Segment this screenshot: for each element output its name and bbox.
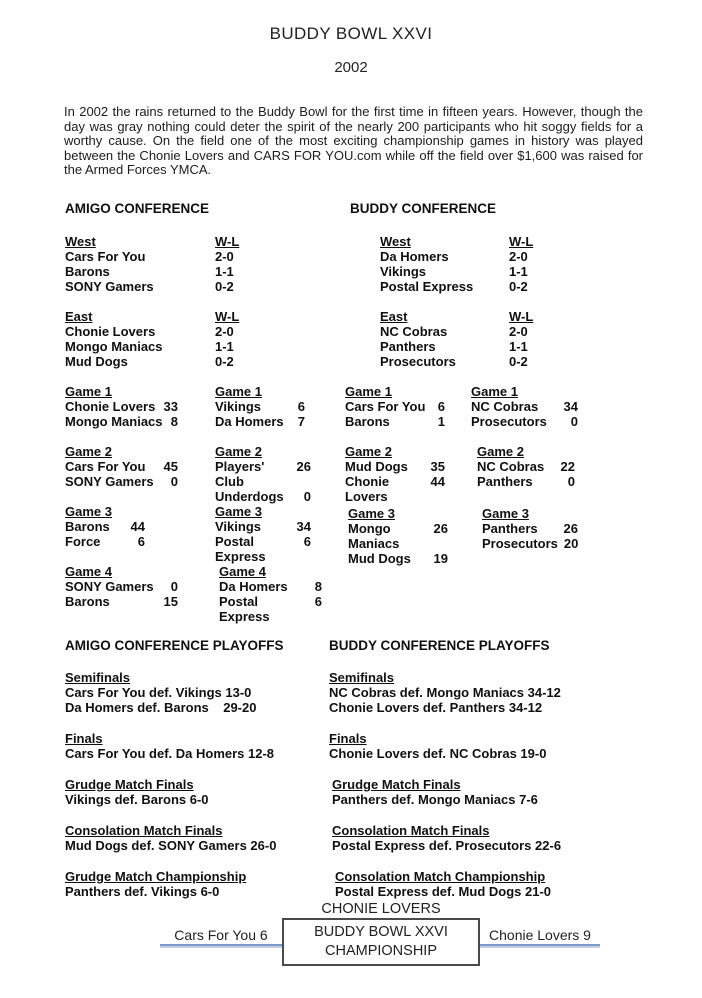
game-title: Game 1: [471, 384, 518, 399]
game-score: 19: [433, 551, 448, 566]
playoff-result: Vikings def. Barons 6-0: [65, 792, 209, 807]
standings-row: [380, 324, 544, 339]
playoff-result: Cars For You def. Da Homers 12-8: [65, 746, 275, 761]
game-result-cell: [219, 564, 322, 624]
game-score: 0: [570, 414, 578, 429]
team-record: 2-0: [215, 249, 234, 264]
buddy-conference-header: BUDDY CONFERENCE: [350, 201, 497, 216]
standings-row: [65, 249, 250, 264]
standings-header-row: [65, 234, 250, 249]
game-score: 7: [297, 414, 305, 429]
game-team: SONY Gamers: [65, 579, 154, 594]
playoff-result: Postal Express def. Prosecutors 22-6: [332, 838, 562, 853]
team-name: SONY Gamers: [65, 279, 154, 294]
game-score: 15: [163, 594, 178, 609]
standings-header-row: [380, 234, 544, 249]
playoff-result: Cars For You def. Vikings 13-0: [65, 685, 252, 700]
game-title: Game 1: [215, 384, 262, 399]
playoff-round-label: Consolation Match Finals: [332, 823, 490, 838]
team-name: Panthers: [380, 339, 436, 354]
game-team: Chonie Lovers: [345, 474, 390, 504]
game-score: 6: [137, 534, 145, 549]
game-score: 44: [130, 519, 145, 534]
game-team: Barons: [65, 594, 110, 609]
standings-row: [380, 339, 544, 354]
playoff-section: [329, 731, 679, 761]
game-result-cell: [348, 506, 448, 566]
game-score: 0: [170, 474, 178, 489]
playoff-round-label: Finals: [329, 731, 367, 746]
game-score: 0: [567, 474, 575, 489]
game-result-cell: [65, 564, 178, 609]
playoff-result: Postal Express def. Mud Dogs 21-0: [335, 884, 552, 899]
game-score: 26: [563, 521, 578, 536]
left-finalist-score: Cars For You 6: [160, 927, 282, 946]
champion-name: CHONIE LOVERS: [321, 901, 441, 917]
team-record: 0-2: [215, 354, 234, 369]
standings-amigo-east: [65, 309, 250, 369]
game-score: 6: [303, 534, 311, 549]
game-team: Chonie Lovers: [65, 399, 156, 414]
game-score: 35: [430, 459, 445, 474]
game-score: 33: [163, 399, 178, 414]
game-title: Game 2: [345, 444, 392, 459]
right-finalist-score: Chonie Lovers 9: [480, 927, 600, 946]
game-result-cell: [65, 444, 178, 489]
game-score: 20: [563, 536, 579, 551]
standings-row: [380, 354, 544, 369]
playoff-result: Panthers def. Mongo Maniacs 7-6: [332, 792, 538, 807]
game-title: Game 4: [219, 564, 266, 579]
team-record: 1-1: [509, 339, 528, 354]
team-record: 2-0: [215, 324, 234, 339]
playoff-round-label: Consolation Match Championship: [335, 869, 546, 884]
game-title: Game 3: [348, 506, 395, 521]
team-name: Da Homers: [380, 249, 449, 264]
game-team: Postal Express: [215, 534, 266, 564]
division-name: West: [380, 234, 411, 249]
playoff-round-label: Consolation Match Finals: [65, 823, 223, 838]
game-team: Da Homers: [219, 579, 288, 594]
division-name: East: [380, 309, 408, 324]
game-title: Game 1: [65, 384, 112, 399]
playoff-section: [65, 670, 355, 715]
game-team: Underdogs: [215, 489, 284, 504]
game-result-cell: [215, 384, 305, 429]
game-team: Force: [65, 534, 101, 549]
buddy-playoffs-column: [329, 638, 679, 915]
game-score: 6: [314, 594, 322, 609]
team-record: 1-1: [509, 264, 528, 279]
game-team: Mud Dogs: [345, 459, 408, 474]
playoff-result: Chonie Lovers def. Panthers 34-12: [329, 700, 543, 715]
game-result-cell: [482, 506, 578, 551]
game-score: 8: [314, 579, 322, 594]
game-score: 26: [296, 459, 311, 474]
championship-box-line1: BUDDY BOWL XXVI: [314, 924, 448, 940]
game-team: Barons: [65, 519, 110, 534]
amigo-conference-header: AMIGO CONFERENCE: [65, 201, 210, 216]
game-result-cell: [471, 384, 578, 429]
game-score: 34: [563, 399, 578, 414]
game-result-cell: [345, 384, 445, 429]
game-score: 0: [303, 489, 311, 504]
team-name: Mud Dogs: [65, 354, 128, 369]
team-name: Cars For You: [65, 249, 146, 264]
playoff-round-label: Grudge Match Finals: [332, 777, 461, 792]
playoff-section: [329, 869, 679, 899]
game-team: Vikings: [215, 519, 262, 534]
game-team: Mongo Maniacs: [65, 414, 163, 429]
playoff-round-label: Finals: [65, 731, 103, 746]
championship-box: [282, 918, 480, 966]
playoff-result: Chonie Lovers def. NC Cobras 19-0: [329, 746, 547, 761]
team-record: 0-2: [509, 354, 528, 369]
team-name: Mongo Maniacs: [65, 339, 163, 354]
game-team: Cars For You: [345, 399, 426, 414]
playoff-round-label: Semifinals: [329, 670, 395, 685]
record-header: W-L: [215, 309, 240, 324]
standings-header-row: [65, 309, 250, 324]
playoff-round-label: Semifinals: [65, 670, 131, 685]
record-header: W-L: [215, 234, 240, 249]
playoffs-header: AMIGO CONFERENCE PLAYOFFS: [65, 638, 284, 653]
game-title: Game 2: [477, 444, 524, 459]
playoff-result: Mud Dogs def. SONY Gamers 26-0: [65, 838, 277, 853]
game-title: Game 1: [345, 384, 392, 399]
game-title: Game 2: [215, 444, 262, 459]
team-name: Chonie Lovers: [65, 324, 156, 339]
game-score: 45: [163, 459, 178, 474]
playoff-section: [65, 869, 355, 899]
game-team: Barons: [345, 414, 390, 429]
game-team: NC Cobras: [477, 459, 545, 474]
game-result-cell: [215, 444, 311, 504]
standings-row: [380, 279, 544, 294]
game-team: Mud Dogs: [348, 551, 411, 566]
playoff-round-label: Grudge Match Finals: [65, 777, 194, 792]
game-team: Da Homers: [215, 414, 284, 429]
playoff-result: Da Homers def. Barons 29-20: [65, 700, 257, 715]
standings-row: [380, 249, 544, 264]
team-name: Postal Express: [380, 279, 474, 294]
game-team: Mongo Maniacs: [348, 521, 400, 551]
team-record: 1-1: [215, 264, 234, 279]
game-title: Game 2: [65, 444, 112, 459]
game-team: Prosecutors: [471, 414, 547, 429]
game-score: 22: [560, 459, 575, 474]
game-score: 1: [437, 414, 445, 429]
standings-amigo-west: [65, 234, 250, 294]
game-score: 34: [296, 519, 311, 534]
playoff-section: [65, 823, 355, 853]
team-name: Vikings: [380, 264, 427, 279]
game-score: 6: [437, 399, 445, 414]
game-team: Panthers: [482, 521, 538, 536]
team-name: Prosecutors: [380, 354, 456, 369]
amigo-playoffs-column: [65, 638, 355, 915]
playoff-section: [65, 777, 355, 807]
game-team: Cars For You: [65, 459, 146, 474]
standings-row: [65, 279, 250, 294]
team-record: 0-2: [215, 279, 234, 294]
team-record: 2-0: [509, 249, 528, 264]
record-header: W-L: [509, 309, 534, 324]
playoff-section: [329, 670, 679, 715]
game-result-cell: [65, 504, 145, 549]
game-team: NC Cobras: [471, 399, 539, 414]
standings-row: [65, 339, 250, 354]
record-header: W-L: [509, 234, 534, 249]
game-team: Panthers: [477, 474, 533, 489]
standings-buddy-west: [380, 234, 544, 294]
intro-paragraph: In 2002 the rains returned to the Buddy Bowl for the first time in fifteen years. However, though the day was gray nothing could deter the spirit of the nearly 200 participants who hit soggy fields for a worthy cause. On the field one of the most exciting championship games in history was played between the Chonie Lovers and CARS FOR YOU.com while off the field over $1,600 was raised for the Armed Forces YMCA.: [64, 104, 643, 178]
standings-header-row: [380, 309, 544, 324]
page-title: BUDDY BOWL XXVI: [269, 24, 433, 43]
game-result-cell: [65, 384, 178, 429]
playoff-result: NC Cobras def. Mongo Maniacs 34-12: [329, 685, 561, 700]
standings-buddy-east: [380, 309, 544, 369]
playoffs-header: BUDDY CONFERENCE PLAYOFFS: [329, 638, 550, 653]
game-team: Players' Club: [215, 459, 265, 489]
game-result-cell: [345, 444, 445, 504]
standings-row: [65, 354, 250, 369]
game-title: Game 3: [215, 504, 262, 519]
team-name: Barons: [65, 264, 110, 279]
game-score: 6: [297, 399, 305, 414]
game-score: 8: [170, 414, 178, 429]
page-year: 2002: [334, 59, 368, 76]
standings-row: [380, 264, 544, 279]
game-team: Postal Express: [219, 594, 270, 624]
team-record: 1-1: [215, 339, 234, 354]
team-record: 0-2: [509, 279, 528, 294]
game-score: 0: [170, 579, 178, 594]
game-team: Prosecutors: [482, 536, 558, 551]
game-team: SONY Gamers: [65, 474, 154, 489]
playoff-section: [329, 777, 679, 807]
championship-box-line2: CHAMPIONSHIP: [325, 943, 437, 959]
division-name: East: [65, 309, 93, 324]
game-team: Vikings: [215, 399, 262, 414]
team-record: 2-0: [509, 324, 528, 339]
game-title: Game 3: [482, 506, 529, 521]
division-name: West: [65, 234, 96, 249]
playoff-section: [329, 823, 679, 853]
playoff-section: [65, 731, 355, 761]
standings-row: [65, 324, 250, 339]
game-score: 44: [430, 474, 445, 489]
game-title: Game 4: [65, 564, 112, 579]
game-title: Game 3: [65, 504, 112, 519]
standings-row: [65, 264, 250, 279]
team-name: NC Cobras: [380, 324, 448, 339]
playoff-round-label: Grudge Match Championship: [65, 869, 247, 884]
game-result-cell: [215, 504, 311, 564]
playoff-result: Panthers def. Vikings 6-0: [65, 884, 220, 899]
game-result-cell: [477, 444, 575, 489]
game-score: 26: [433, 521, 448, 536]
